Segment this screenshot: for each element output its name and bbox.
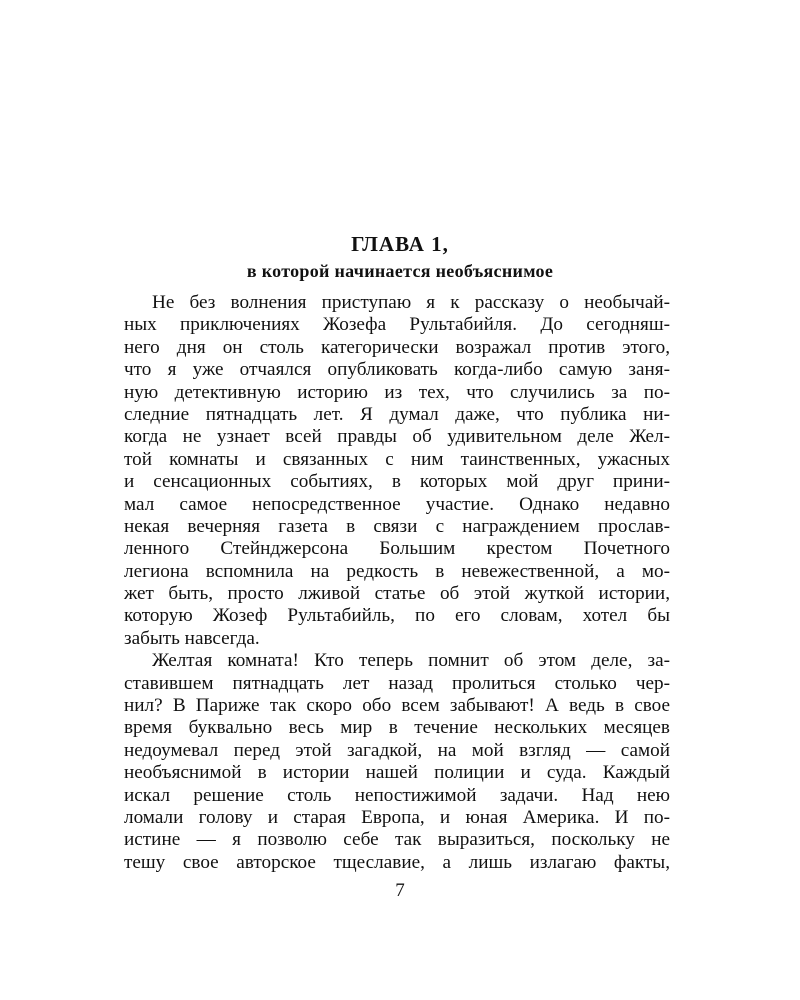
text-line: мал самое непосредственное участие. Однако недавно	[124, 493, 670, 515]
text-line: недоумевал перед этой загадкой, на мой взгляд — самой	[124, 739, 670, 761]
text-line: ломали голову и старая Европа, и юная Америка. И по-	[124, 806, 670, 828]
text-line: которую Жозеф Рультабийль, по его словам, хотел бы	[124, 605, 670, 627]
body-text	[124, 292, 670, 874]
text-line: следние пятнадцать лет. Я думал даже, что публика ни-	[124, 403, 670, 425]
text-line: истине — я позволю себе так выразиться, поскольку не	[124, 829, 670, 851]
text-line: него дня он столь категорически возражал против этого,	[124, 336, 670, 358]
text-line: тешу свое авторское тщеславие, а лишь излагаю факты,	[124, 851, 670, 873]
text-line: что я уже отчаялся опубликовать когда-либо самую заня-	[124, 359, 670, 381]
text-line: легиона вспомнила на редкость в невежественной, а мо-	[124, 560, 670, 582]
text-line: некая вечерняя газета в связи с награждением прослав-	[124, 515, 670, 537]
text-line: искал решение столь непостижимой задачи. Над нею	[124, 784, 670, 806]
text-line: Желтая комната! Кто теперь помнит об этом деле, за-	[152, 650, 670, 672]
text-line: ную детективную историю из тех, что случились за по-	[124, 381, 670, 403]
text-line: Не без волнения приступаю я к рассказу о необычай-	[152, 292, 670, 313]
text-line: забыть навсегда.	[124, 627, 260, 649]
text-line: нил? В Париже так скоро обо всем забывают! А ведь в свое	[124, 695, 670, 717]
text-line: и сенсационных событиях, в которых мой друг прини-	[124, 471, 670, 493]
text-line: когда не узнает всей правды об удивительном деле Жел-	[124, 426, 670, 448]
text-line: время буквально весь мир в течение нескольких месяцев	[124, 717, 670, 739]
text-line: той комнаты и связанных с ним таинственных, ужасных	[124, 448, 670, 470]
text-line: ных приключениях Жозефа Рультабийля. До сегодняш-	[124, 314, 670, 336]
chapter-number: ГЛАВА 1,	[351, 232, 449, 256]
page-number: 7	[395, 880, 405, 901]
text-line: жет быть, просто лживой статье об этой жуткой истории,	[124, 583, 670, 605]
text-line: ленного Стейнджерсона Большим крестом Почетного	[124, 538, 670, 560]
text-line: необъяснимой в истории нашей полиции и суда. Каждый	[124, 762, 670, 784]
text-line: ставившем пятнадцать лет назад пролиться столько чер-	[124, 672, 670, 694]
chapter-subtitle: в которой начинается необъяснимое	[246, 261, 554, 281]
